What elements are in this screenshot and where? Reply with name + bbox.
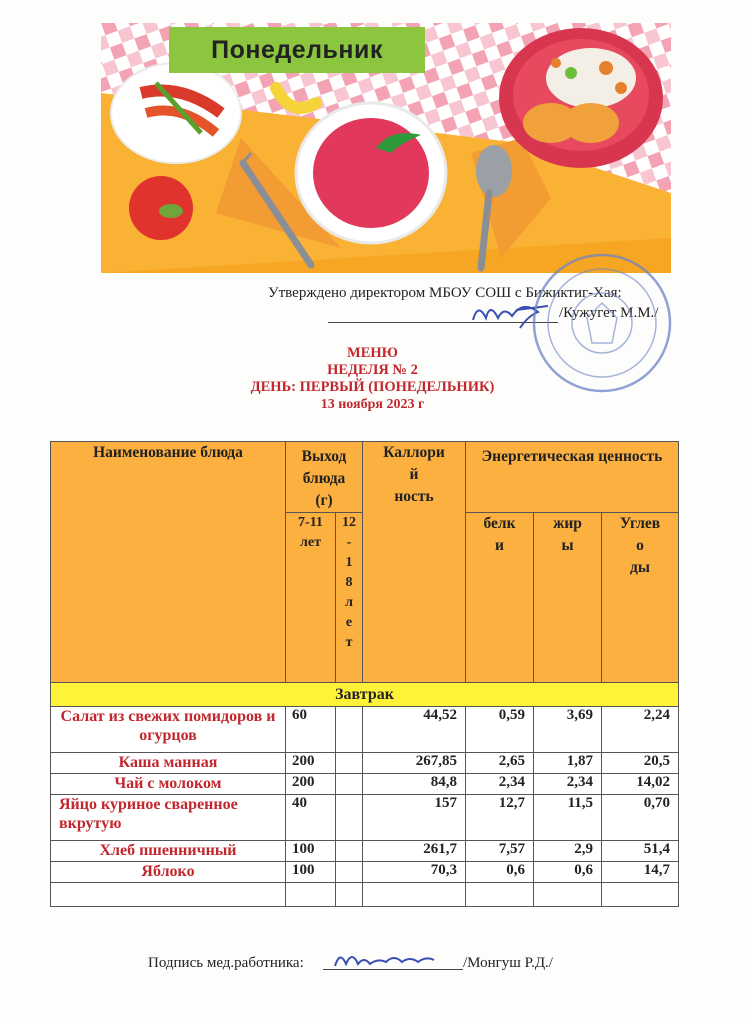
header-energy: Энергетическая ценность: [466, 442, 679, 513]
output-7-11: [286, 883, 336, 907]
date-label: 13 ноября 2023 г: [320, 397, 425, 412]
dish-name: Салат из свежих помидоров и огурцов: [51, 707, 286, 753]
carbs-value: 14,7: [602, 862, 679, 883]
output-12-18: [336, 707, 363, 753]
output-12-18: [336, 774, 363, 795]
day-label: ДЕНЬ: ПЕРВЫЙ (ПОНЕДЕЛЬНИК): [250, 379, 495, 395]
header-age-12-18: 12 - 1 8 л е т: [336, 513, 363, 683]
dish-name: Каша манная: [51, 753, 286, 774]
carbs-value: 2,24: [602, 707, 679, 753]
calories-value: 267,85: [363, 753, 466, 774]
menu-table: [50, 441, 679, 907]
protein-value: 12,7: [466, 795, 534, 841]
table-row: [51, 862, 679, 883]
output-12-18: [336, 862, 363, 883]
dish-name: Яйцо куриное сваренное вкрутую: [51, 795, 286, 841]
fat-value: 3,69: [534, 707, 602, 753]
output-12-18: [336, 753, 363, 774]
week-label: НЕДЕЛЯ № 2: [327, 362, 418, 378]
calories-value: 157: [363, 795, 466, 841]
header-age-7-11: 7-11 лет: [286, 513, 336, 683]
section-breakfast: Завтрак: [51, 683, 679, 707]
table-row: [51, 774, 679, 795]
fat-value: 2,9: [534, 841, 602, 862]
table-row: [51, 795, 679, 841]
menu-heading: [0, 345, 745, 413]
output-7-11: 40: [286, 795, 336, 841]
output-12-18: [336, 841, 363, 862]
fat-value: 11,5: [534, 795, 602, 841]
header-calories: Каллори й ность: [363, 442, 466, 683]
fat-value: 0,6: [534, 862, 602, 883]
table-row: [51, 841, 679, 862]
carbs-value: [602, 883, 679, 907]
medic-signature: [330, 944, 450, 974]
carbs-value: 51,4: [602, 841, 679, 862]
header-carbs: Углев о ды: [602, 513, 679, 683]
fat-value: 2,34: [534, 774, 602, 795]
carbs-value: 14,02: [602, 774, 679, 795]
protein-value: 7,57: [466, 841, 534, 862]
director-name: /Кужугет М.М./: [559, 305, 659, 321]
protein-value: [466, 883, 534, 907]
dish-name: Яблоко: [51, 862, 286, 883]
dish-name: [51, 883, 286, 907]
output-7-11: 100: [286, 862, 336, 883]
output-7-11: 60: [286, 707, 336, 753]
protein-value: 0,59: [466, 707, 534, 753]
medic-name: /Монгуш Р.Д./: [463, 955, 553, 971]
header-output: Выход блюда (г): [286, 442, 363, 513]
dish-name: Чай с молоком: [51, 774, 286, 795]
fat-value: 1,87: [534, 753, 602, 774]
carbs-value: 20,5: [602, 753, 679, 774]
output-12-18: [336, 795, 363, 841]
medic-signature-label: Подпись мед.работника:: [148, 955, 304, 971]
protein-value: 0,6: [466, 862, 534, 883]
calories-value: 84,8: [363, 774, 466, 795]
output-7-11: 200: [286, 753, 336, 774]
calories-value: 70,3: [363, 862, 466, 883]
output-12-18: [336, 883, 363, 907]
table-row: [51, 753, 679, 774]
carbs-value: 0,70: [602, 795, 679, 841]
header-fat: жир ы: [534, 513, 602, 683]
table-row: [51, 883, 679, 907]
day-title: Понедельник: [169, 27, 425, 73]
protein-value: 2,34: [466, 774, 534, 795]
output-7-11: 200: [286, 774, 336, 795]
calories-value: 44,52: [363, 707, 466, 753]
output-7-11: 100: [286, 841, 336, 862]
fat-value: [534, 883, 602, 907]
table-row: [51, 707, 679, 753]
dish-name: Хлеб пшенничный: [51, 841, 286, 862]
header-dish: Наименование блюда: [51, 442, 286, 683]
approval-text: Утверждено директором МБОУ СОШ с Бижиктиг-Хая:: [268, 285, 622, 301]
menu-label: МЕНЮ: [347, 345, 398, 361]
calories-value: [363, 883, 466, 907]
menu-banner-illustration: [101, 23, 671, 273]
protein-value: 2,65: [466, 753, 534, 774]
header-protein: белк и: [466, 513, 534, 683]
calories-value: 261,7: [363, 841, 466, 862]
